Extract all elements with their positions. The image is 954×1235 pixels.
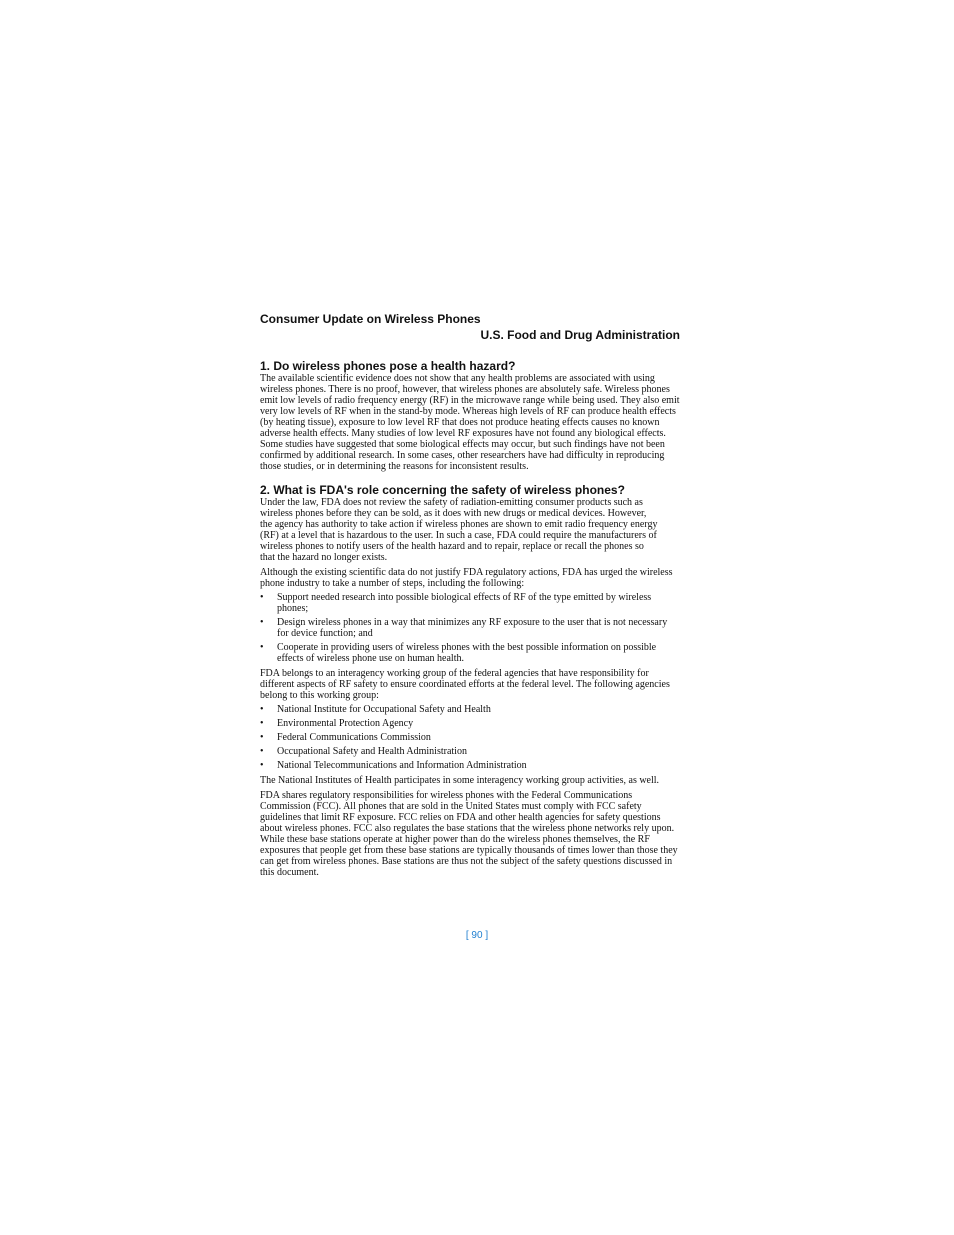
list-item: • Design wireless phones in a way that minimizes any RF exposure to the user that is not necessary for device function; and <box>260 617 680 639</box>
list-item: • National Institute for Occupational Safety and Health <box>260 704 680 715</box>
section-1-body: The available scientific evidence does not show that any health problems are associated with using wireless phones. There is no proof, however, that wireless phones are absolutely safe. Wireless phones emit low levels of radio frequency energy (RF) in the microwave range while being used. They also emit very low levels of RF when in the stand-by mode. Whereas high levels of RF can produce health effects (by heating tissue), exposure to low level RF that does not produce heating effects causes no known adverse health effects. Many studies of low level RF exposures have not found any biological effects. Some studies have suggested that some biological effects may occur, but such findings have not been confirmed by additional research. In some cases, other researchers have had difficulty in reproducing those studies, or in determining the reasons for inconsistent results. <box>260 373 680 472</box>
document-page <box>260 311 680 878</box>
list-item: • Support needed research into possible biological effects of RF of the type emitted by wireless phones; <box>260 592 680 614</box>
page-title: Consumer Update on Wireless Phones <box>260 312 481 326</box>
list-item: • Environmental Protection Agency <box>260 718 680 729</box>
section-2-paragraph-1: Under the law, FDA does not review the safety of radiation-emitting consumer products such as wireless phones before they can be sold, as it does with new drugs or medical devices. However, the agency has authority to take action if wireless phones are shown to emit radio frequency energy (RF) at a level that is hazardous to the user. In such a case, FDA could require the manufacturers of wireless phones to notify users of the health hazard and to repair, replace or recall the phones so that the hazard no longer exists. <box>260 497 658 563</box>
page-number: [ 90 ] <box>465 930 489 941</box>
section-1-heading: 1. Do wireless phones pose a health hazard? <box>260 359 516 373</box>
list-item: • National Telecommunications and Information Administration <box>260 760 680 771</box>
agency-subtitle: U.S. Food and Drug Administration <box>480 328 680 342</box>
agencies-list <box>260 704 680 771</box>
industry-steps-list <box>260 592 680 664</box>
section-2-heading: 2. What is FDA's role concerning the safety of wireless phones? <box>260 483 625 497</box>
list-item: • Cooperate in providing users of wireless phones with the best possible information on possible effects of wireless phone use on human health. <box>260 642 680 664</box>
section-2-paragraph-4: The National Institutes of Health participates in some interagency working group activities, as well. <box>260 775 660 786</box>
section-2-paragraph-3: FDA belongs to an interagency working group of the federal agencies that have responsibility for different aspects of RF safety to ensure coordinated efforts at the federal level. The following agencies belong to this working group: <box>260 668 670 701</box>
list-item: • Federal Communications Commission <box>260 732 680 743</box>
section-2-paragraph-2: Although the existing scientific data do not justify FDA regulatory actions, FDA has urged the wireless phone industry to take a number of steps, including the following: <box>260 567 673 589</box>
list-item: • Occupational Safety and Health Administration <box>260 746 680 757</box>
section-2-paragraph-5: FDA shares regulatory responsibilities for wireless phones with the Federal Communications Commission (FCC). All phones that are sold in the United States must comply with FCC safety guidelines that limit RF exposure. FCC relies on FDA and other health agencies for safety questions about wireless phones. FCC also regulates the base stations that the wireless phone networks rely upon. While these base stations operate at higher power than do the wireless phones themselves, the RF exposures that people get from these base stations are typically thousands of times lower than those they can get from wireless phones. Base stations are thus not the subject of the safety questions discussed in this document. <box>260 790 678 878</box>
